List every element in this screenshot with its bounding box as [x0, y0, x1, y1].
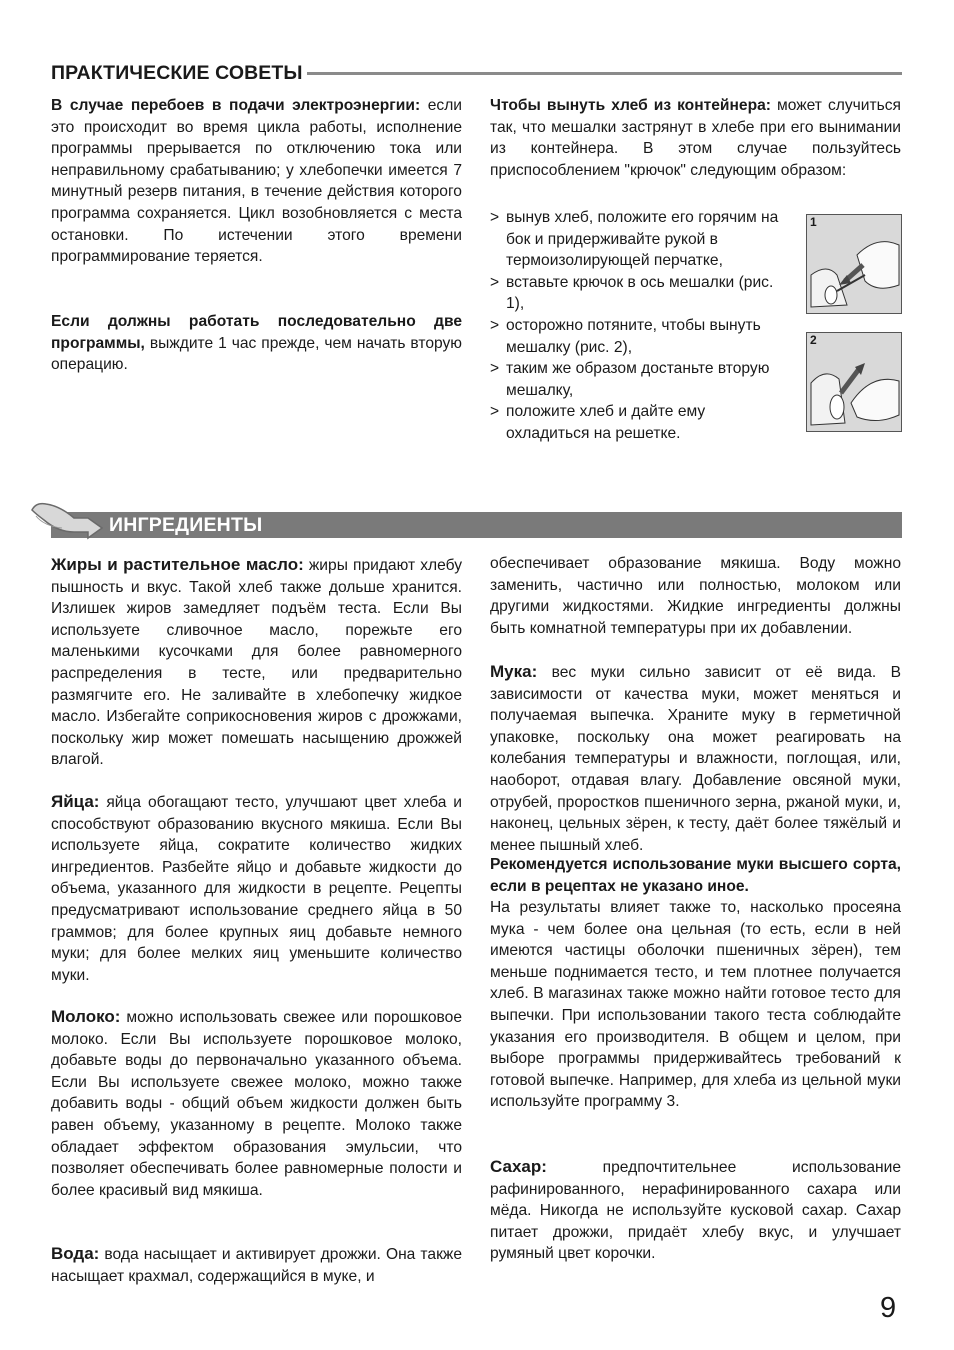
figure-number: 2: [810, 333, 817, 347]
ingredient-water-text: вода насыщает и активирует дрожжи. Она также насыщает крахмал, содержащийся в муке, и: [51, 1246, 462, 1285]
tip-two-programs-lead: Если должны работать последовательно две программы,: [51, 313, 462, 352]
curved-arrow-icon: [30, 498, 106, 542]
tip-power-outage-lead: В случае перебоев в подачи электроэнергии:: [51, 97, 421, 114]
list-item: [490, 358, 790, 401]
tip-remove-bread-lead: Чтобы вынуть хлеб из контейнера:: [490, 97, 771, 114]
section-title-tips: ПРАКТИЧЕСКИЕ СОВЕТЫ: [51, 62, 307, 85]
tip-power-outage: [51, 95, 462, 268]
figure-number: 1: [810, 215, 817, 229]
tip-two-programs: [51, 311, 462, 376]
ingredient-fats-text: жиры придают хлебу пышность и вкус. Такой хлеб также дольше хранится. Излишек жиров замедляет подъём теста. Если Вы используете сливочное масло, порежьте его маленькими кусочками для более равномерного распределения в тесте, или предварительно размягчите его. Не заливайте в хлебопечку жидкое масло. Избегайте соприкосновения жиров с дрожжами, поскольку жир может помешать насыщению дрожжей влагой.: [51, 557, 462, 769]
ingredient-eggs-text: яйца обогащают тесто, улучшают цвет хлеба и способствуют образованию вкусного мякиша. Если Вы используете яйца, сократите количество жидких ингредиентов. Разбейте яйцо и добавьте жидкости до объема, указанного для жидкости в рецепте. Рецепты предусматривают использование среднего яйца в 50 граммов; для более крупных яиц добавьте немного муки; для более мелких яиц уменьшите количество муки.: [51, 794, 462, 984]
flour-details: На результаты влияет также то, насколько просеяна мука - чем более она цельная (то есть, если в ней имеются частицы оболочки пшеничных зёрен), тем меньше поднимается тесто, и тем плотнее получается хлеб. В магазинах также можно найти готовое тесто для выпечки. При использовании такого теста соблюдайте указания его производителя. В общем и целом, при выборе программы придерживайтесь требований к готовой выпечке. Например, для хлеба из цельной муки используйте программу 3.: [490, 899, 901, 1111]
hook-pull-illustration: [807, 333, 901, 431]
section-title-ingredients: ИНГРЕДИЕНТЫ: [109, 514, 263, 536]
bullet-marker: >: [490, 316, 500, 334]
tip-remove-bread-text: может случиться так, что мешалки застрянут в хлебе при его вынимании из контейнера. В этом случае пользуйтесь приспособлением "крючок" следующим образом:: [490, 97, 901, 179]
list-item: [490, 315, 790, 358]
ingredient-fats: [51, 554, 462, 771]
figure-2-hook-pull: [806, 332, 902, 432]
ingredient-fats-lead: Жиры и растительное масло:: [51, 555, 304, 574]
step-text: положите хлеб и дайте ему охладиться на решетке.: [506, 403, 706, 442]
list-item: [490, 401, 790, 444]
ingredient-eggs-lead: Яйца:: [51, 792, 100, 811]
ingredient-flour: [490, 661, 901, 856]
remove-bread-steps: [490, 207, 790, 445]
ingredient-flour-text: вес муки сильно зависит от её вида. В зависимости от качества муки, может меняться и получаемая выпечка. Храните муку в герметичной упаковке, поскольку она может реагировать на колебания температуры и влажности, поглощая, или, наоборот, отдавая влагу. Добавление овсяной муки, отрубей, проростков пшеничного зерна, ржаной муки, и, наконец, цельных зёрен, к тесту, даёт более тяжёлый и менее пышный хлеб.: [490, 664, 901, 854]
ingredient-milk: [51, 1006, 462, 1201]
bullet-marker: >: [490, 273, 500, 291]
flour-recommendation: Рекомендуется использование муки высшего сорта, если в рецептах не указано иное.: [490, 856, 901, 895]
ingredient-sugar: [490, 1156, 901, 1265]
ingredient-water: [51, 1243, 462, 1287]
ingredient-flour-lead: Мука:: [490, 662, 538, 681]
hook-insert-illustration: [807, 215, 901, 313]
step-text: таким же образом достаньте вторую мешалку,: [506, 360, 770, 399]
ingredient-milk-text: можно использовать свежее или порошковое молоко. Если Вы используете порошковое молоко, добавьте воды до первоначально указанного объема. Если Вы используете свежее молоко, можно также добавить воды - общий объем жидкости должен быть равен объему, указанному в рецепте. Молоко также обладает эффектом образования эмульсии, что позволяет обеспечивать более равномерные полости и более красивый вид мякиша.: [51, 1009, 462, 1199]
bullet-marker: >: [490, 403, 500, 421]
ingredient-water-continued: обеспечивает образование мякиша. Воду можно заменить, частично или полностью, молоком или другими жидкостями. Жидкие ингредиенты должны быть комнатной температуры при их добавлении.: [490, 555, 901, 637]
step-text: вставьте крючок в ось мешалки (рис. 1),: [506, 273, 774, 313]
ingredient-milk-lead: Молоко:: [51, 1007, 121, 1026]
figure-1-hook-insert: [806, 214, 902, 314]
ingredient-sugar-lead: Сахар:: [490, 1157, 547, 1176]
bullet-marker: >: [490, 209, 500, 226]
tip-remove-bread: [490, 95, 901, 181]
list-item: [490, 207, 790, 272]
page-number: 9: [880, 1292, 897, 1324]
bullet-marker: >: [490, 360, 500, 378]
step-text: вынув хлеб, положите его горячим на бок и придерживайте рукой в термоизолирующей перчатке,: [506, 209, 779, 270]
ingredient-eggs: [51, 791, 462, 986]
tip-two-programs-text: выждите 1 час прежде, чем начать вторую операцию.: [51, 334, 462, 374]
tip-power-outage-text: если это происходит во время цикла работы, исполнение программы прерывается по отключению тока или неправильному срабатыванию; у хлебопечки имеется 7 минутный резерв питания, в течение действия которого программа сохраняется. Цикл возобновляется с места остановки. По истечении этого времени программирование теряется.: [51, 97, 462, 266]
step-text: осторожно потяните, чтобы вынуть мешалку (рис. 2),: [506, 316, 761, 356]
ingredient-sugar-text: предпочтительнее использование рафинированного, нерафинированного сахара или мёда. Никогда не используйте кусковой сахар. Сахар питает дрожжи, придаёт хлебу вкус, и улучшает румяный цвет корочки.: [490, 1159, 901, 1263]
ingredient-water-lead: Вода:: [51, 1244, 100, 1263]
list-item: [490, 272, 790, 315]
